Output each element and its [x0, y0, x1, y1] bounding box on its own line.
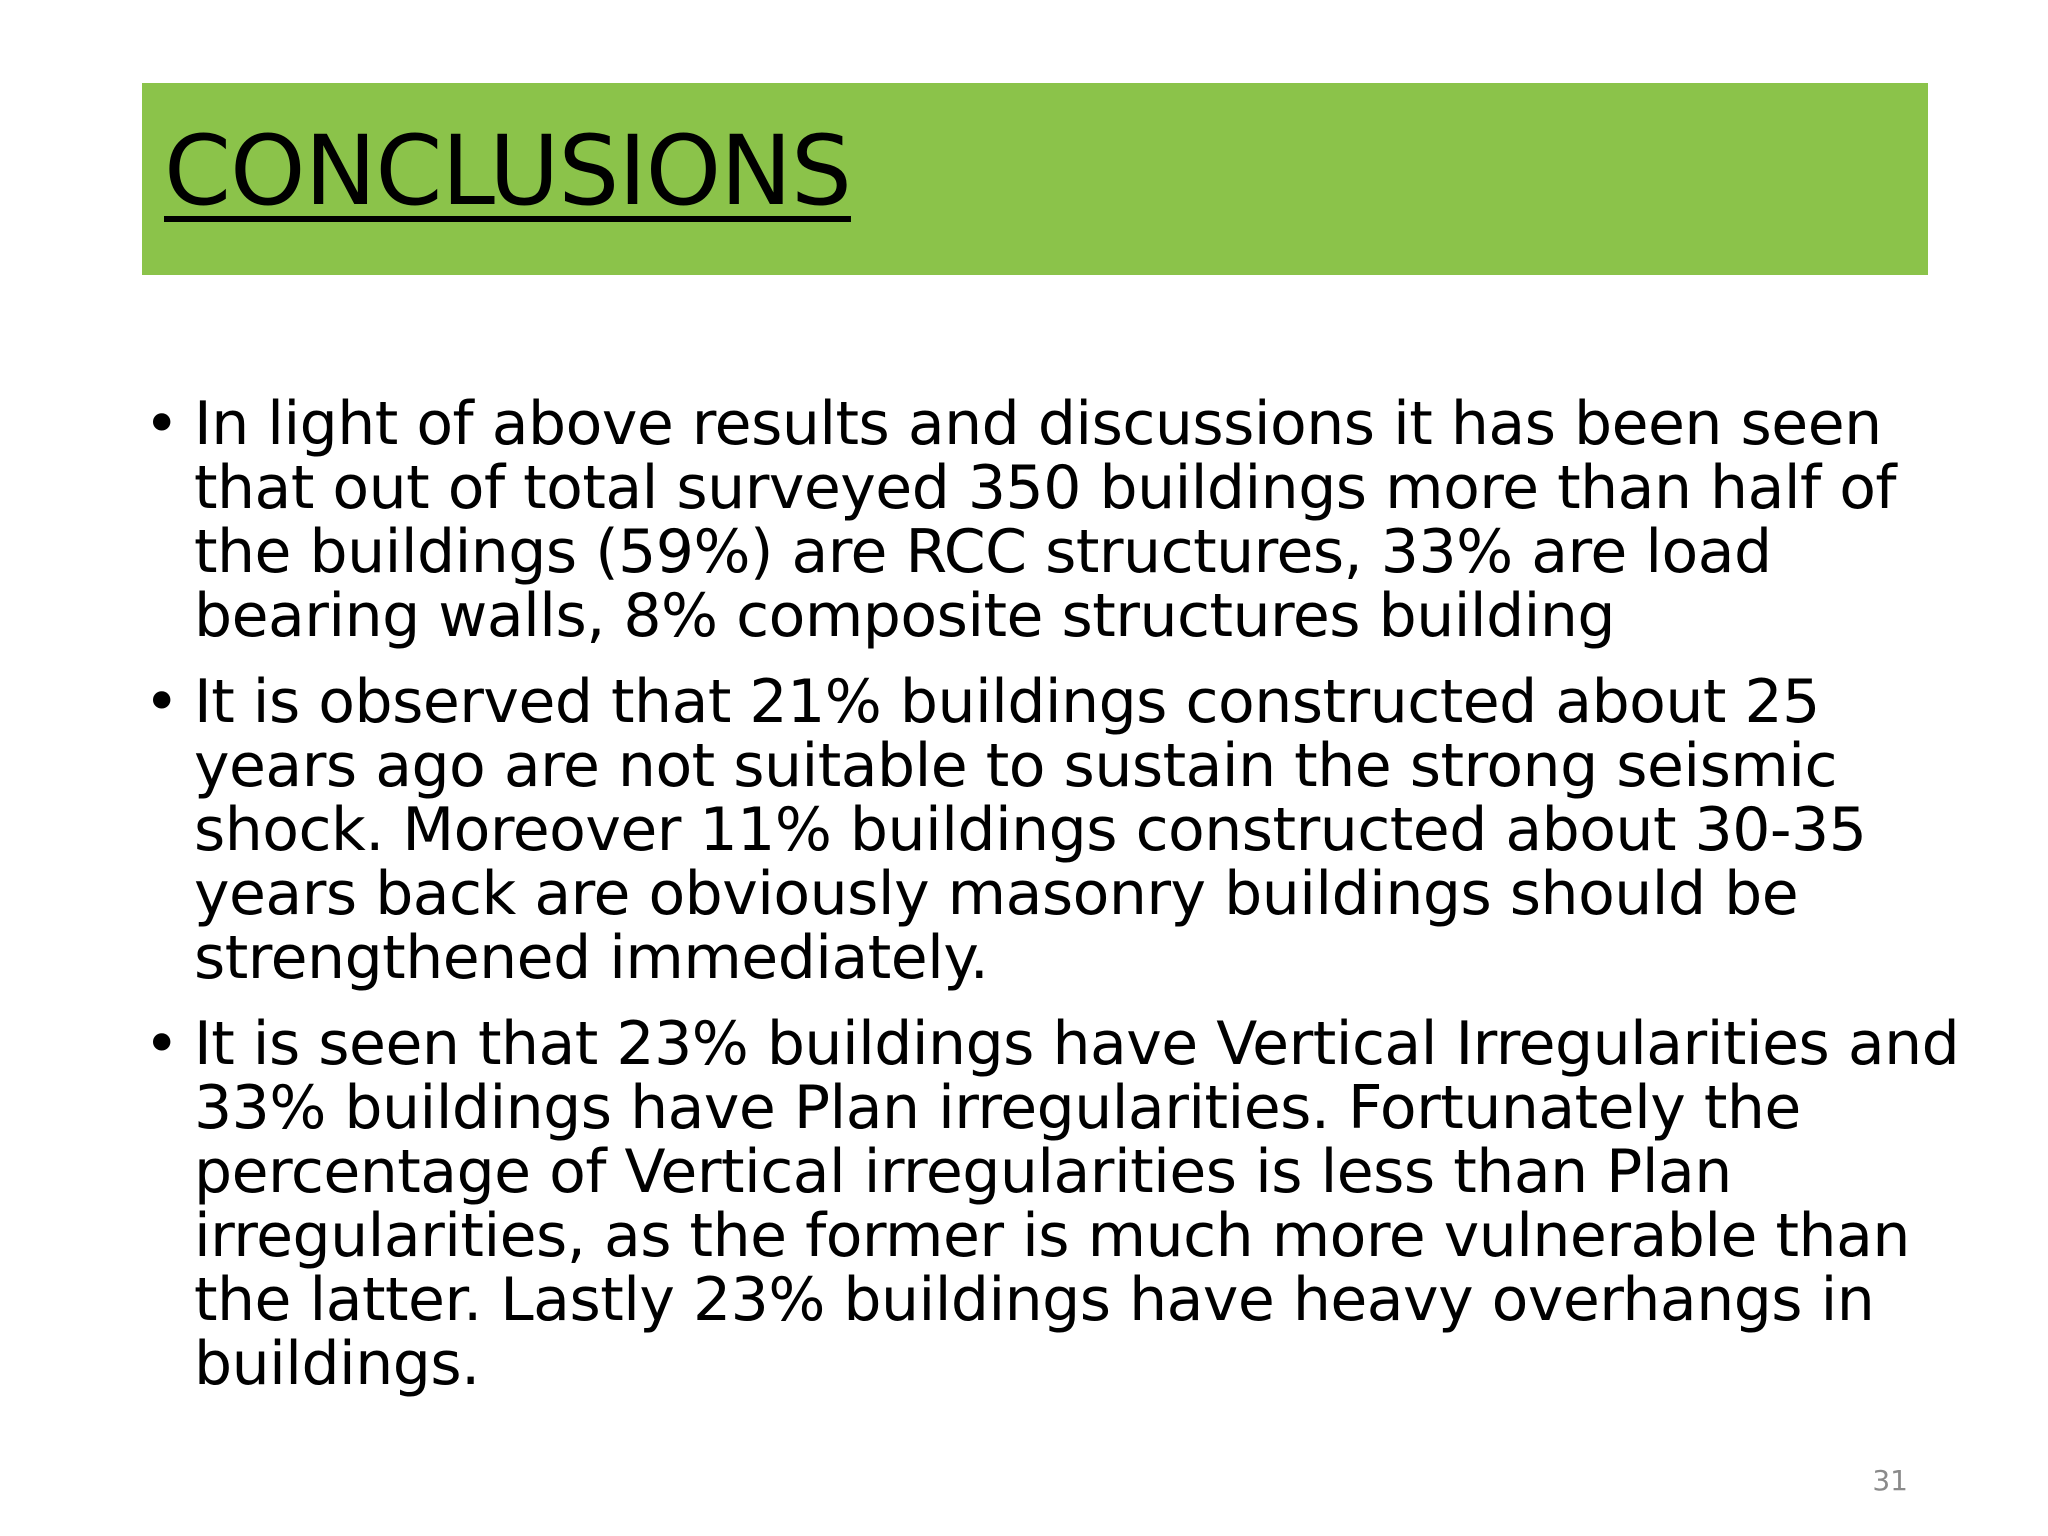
slide-title: CONCLUSIONS — [164, 115, 851, 227]
bullet-item — [142, 389, 1972, 651]
bullet-dot-icon: • — [144, 389, 179, 459]
bullet-list — [142, 389, 1972, 1418]
bullet-item — [142, 1009, 1972, 1399]
bullet-dot-icon: • — [144, 667, 179, 737]
page-number: 31 — [1872, 1464, 1908, 1497]
bullet-dot-icon: • — [144, 1009, 179, 1079]
bullet-text: It is observed that 21% buildings constructed about 25 years ago are not suitable to sustain the strong seismic shock. Moreover 11% buildings constructed about 30-35 years back are obviously masonry buildings should be strengthened immediately. — [194, 667, 1867, 993]
bullet-item — [142, 667, 1972, 993]
bullet-text: In light of above results and discussions it has been seen that out of total surveyed 350 buildings more than half of the buildings (59%) are RCC structures, 33% are load bearing walls, 8% composite structures building — [194, 389, 1897, 651]
bullet-text: It is seen that 23% buildings have Vertical Irregularities and 33% buildings have Plan irregularities. Fortunately the percentage of Vertical irregularities is less than Plan irregularities, as the former is much more vulnerable than the latter. Lastly 23% buildings have heavy overhangs in buildings. — [194, 1009, 1960, 1399]
title-bar — [142, 83, 1928, 275]
